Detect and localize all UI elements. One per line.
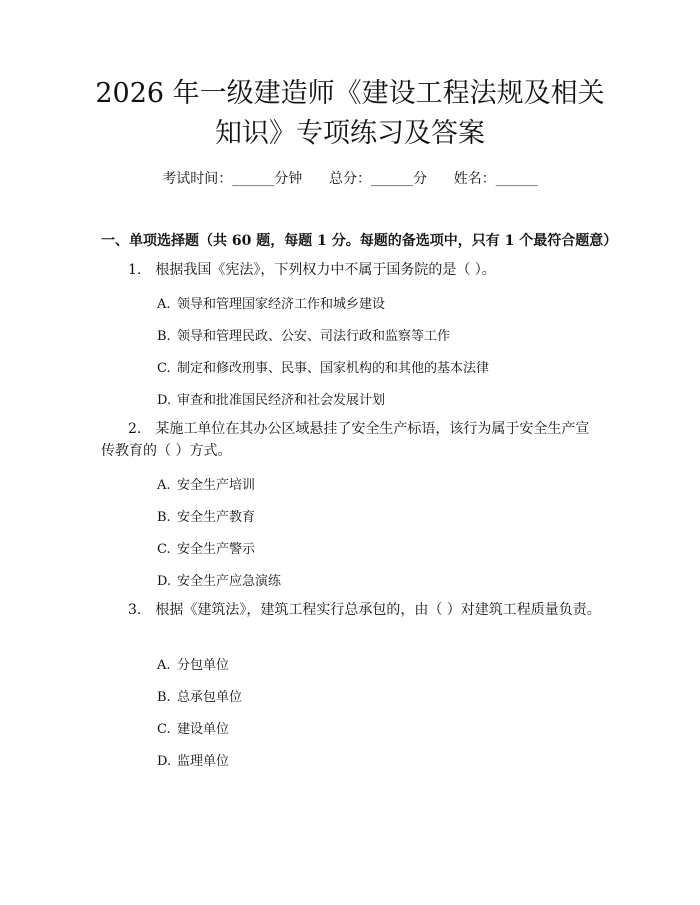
option-3c (157, 718, 229, 737)
question-1 (101, 259, 601, 281)
option-1b (157, 325, 450, 344)
option-letter: D. (157, 393, 172, 408)
option-letter: B. (157, 690, 171, 705)
option-text: 领导和管理国家经济工作和城乡建设 (177, 297, 386, 312)
option-text: 领导和管理民政、公安、司法行政和监察等工作 (177, 329, 451, 344)
option-text: 总承包单位 (177, 690, 243, 705)
question-3 (101, 599, 601, 621)
option-1d (157, 389, 385, 408)
section-heading: 一、单项选择题（共 60 题，每题 1 分。每题的备选项中，只有 1 个最符合题意） (101, 233, 618, 249)
option-text: 监理单位 (177, 754, 230, 769)
question-number: 1. (128, 262, 142, 278)
option-letter: C. (157, 722, 171, 737)
option-2d (157, 570, 281, 589)
option-text: 安全生产培训 (177, 478, 256, 493)
question-text: 某施工单位在其办公区域悬挂了安全生产标语，该行为属于安全生产宣传教育的（ ）方式。 (101, 421, 590, 459)
option-2c (157, 538, 255, 557)
option-2b (157, 506, 255, 525)
option-letter: C. (157, 361, 171, 376)
option-letter: B. (157, 510, 171, 525)
option-text: 安全生产教育 (177, 510, 256, 525)
option-text: 审查和批准国民经济和社会发展计划 (177, 393, 386, 408)
option-text: 制定和修改刑事、民事、国家机构的和其他的基本法律 (177, 361, 490, 376)
option-letter: D. (157, 754, 172, 769)
option-letter: B. (157, 329, 171, 344)
option-1c (157, 357, 489, 376)
question-text: 根据《建筑法》，建筑工程实行总承包的，由（ ）对建筑工程质量负责。 (155, 602, 601, 618)
exam-info-line: 考试时间：______分钟 总分：______分 姓名：______ (162, 171, 538, 187)
question-number: 2. (128, 421, 142, 437)
option-text: 建设单位 (177, 722, 230, 737)
option-letter: A. (157, 478, 171, 493)
question-number: 3. (128, 602, 142, 618)
option-3b (157, 686, 242, 705)
option-letter: A. (157, 297, 171, 312)
option-2a (157, 474, 255, 493)
option-letter: C. (157, 542, 171, 557)
option-3d (157, 750, 229, 769)
option-1a (157, 293, 385, 312)
option-text: 安全生产应急演练 (177, 574, 282, 589)
option-letter: A. (157, 658, 171, 673)
option-3a (157, 654, 229, 673)
option-text: 安全生产警示 (177, 542, 256, 557)
question-text: 根据我国《宪法》，下列权力中不属于国务院的是（ ）。 (155, 262, 496, 278)
option-text: 分包单位 (177, 658, 230, 673)
option-letter: D. (157, 574, 172, 589)
question-2 (101, 418, 601, 462)
document-title: 2026 年一级建造师《建设工程法规及相关知识》专项练习及答案 (95, 78, 605, 149)
